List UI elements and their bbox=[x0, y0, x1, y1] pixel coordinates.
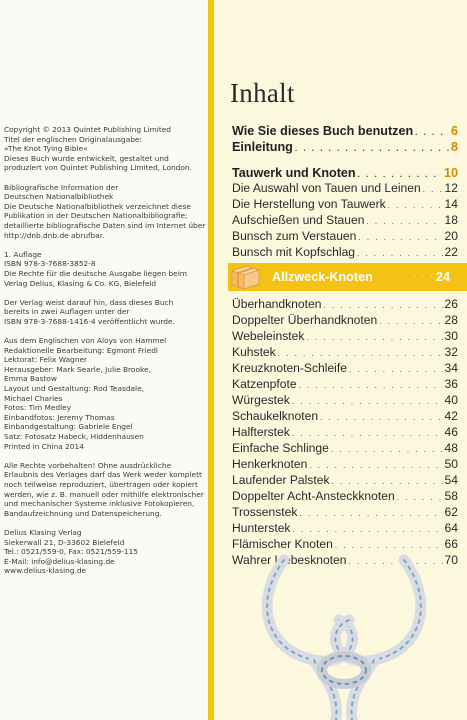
toc-leader bbox=[357, 249, 443, 258]
toc-leader bbox=[349, 365, 443, 374]
publisher-block bbox=[4, 528, 206, 576]
toc-leader bbox=[332, 477, 443, 486]
imprint-line: ISBN 978-3-7688-1416-4 veröffentlicht wurde. bbox=[4, 316, 175, 326]
toc-entry[interactable] bbox=[232, 313, 458, 327]
toc-leader bbox=[306, 333, 442, 342]
toc-entry-title: Kuhstek bbox=[232, 345, 276, 359]
toc-leader bbox=[295, 144, 449, 153]
toc-entry-page: 64 bbox=[444, 521, 458, 535]
imprint-line: bereits in zwei Auflagen unter der bbox=[4, 307, 130, 317]
toc-entry-page: 12 bbox=[444, 181, 458, 195]
imprint-line: detaillierte bibliografische Daten sind im Internet über bbox=[4, 220, 206, 230]
edition-block bbox=[4, 250, 206, 288]
toc-leader bbox=[299, 509, 442, 518]
toc-entry-title: Einleitung bbox=[232, 140, 293, 154]
page-title: Inhalt bbox=[230, 78, 295, 108]
imprint-line: Bandaufzeichnung und Datenspeicherung. bbox=[4, 508, 162, 518]
toc-entry-page: 46 bbox=[444, 425, 458, 439]
toc-entry-title: Laufender Palstek bbox=[232, 473, 330, 487]
package-box-icon bbox=[228, 262, 262, 292]
rope-knot-photo bbox=[244, 540, 444, 720]
imprint-line: produziert von Quintet Publishing Limited, London. bbox=[4, 163, 192, 173]
toc-entry[interactable] bbox=[232, 229, 458, 243]
imprint-line: Einbandgestaltung: Gabriele Engel bbox=[4, 422, 133, 432]
toc-entry[interactable] bbox=[232, 197, 458, 211]
toc-entry-page: 24 bbox=[436, 270, 451, 284]
toc-entry-title: Halfterstek bbox=[232, 425, 290, 439]
bibliography-block bbox=[4, 183, 206, 241]
imprint-page bbox=[0, 0, 208, 720]
copyright-block bbox=[4, 125, 206, 173]
toc-entry[interactable] bbox=[232, 124, 458, 138]
toc-entry-title: Wie Sie dieses Buch benutzen bbox=[232, 124, 414, 138]
imprint-line: Titel der englischen Originalausgabe: bbox=[4, 134, 142, 144]
imprint-text bbox=[4, 125, 206, 586]
imprint-line: Tel.: 0521/559-0, Fax: 0521/559-115 bbox=[4, 547, 139, 557]
imprint-line: 1. Auflage bbox=[4, 249, 42, 259]
toc-entry[interactable] bbox=[232, 140, 458, 154]
toc-entry[interactable] bbox=[232, 329, 458, 343]
toc-entry-page: 50 bbox=[444, 457, 458, 471]
toc-leader bbox=[388, 270, 432, 279]
toc-entry[interactable] bbox=[232, 521, 458, 535]
toc-leader bbox=[331, 445, 443, 454]
toc-entry-page: 32 bbox=[444, 345, 458, 359]
toc-entry-title: Bunsch zum Verstauen bbox=[232, 229, 357, 243]
toc-entry-page: 18 bbox=[444, 213, 458, 227]
toc-entry-title: Würgestek bbox=[232, 393, 290, 407]
toc-entry-title: Schaukelknoten bbox=[232, 409, 319, 423]
imprint-line: Einbandfotos: Jeremy Thomas bbox=[4, 412, 115, 422]
toc-entry-page: 30 bbox=[444, 329, 458, 343]
toc-entry[interactable] bbox=[232, 361, 458, 375]
toc-entry-page: 58 bbox=[444, 489, 458, 503]
imprint-line: Emma Bastow bbox=[4, 374, 57, 384]
imprint-line: Layout und Gestaltung: Rod Teasdale, bbox=[4, 384, 145, 394]
toc-leader bbox=[358, 170, 442, 179]
toc-leader bbox=[299, 381, 443, 390]
imprint-line: Alle Rechte vorbehalten! Ohne ausdrückliche bbox=[4, 460, 172, 470]
imprint-line: »The Knot Tying Bible« bbox=[4, 144, 88, 154]
imprint-line: Copyright © 2013 Quintet Publishing Limited bbox=[4, 125, 171, 134]
toc-entry-title: Webeleinstek bbox=[232, 329, 305, 343]
toc-entry-title: Wahrer Liebesknoten bbox=[232, 553, 347, 567]
toc-entry-page: 54 bbox=[444, 473, 458, 487]
imprint-line: Siekerwall 21, D-33602 Bielefeld bbox=[4, 537, 125, 547]
toc-leader bbox=[423, 185, 443, 194]
toc-entry-page: 36 bbox=[444, 377, 458, 391]
toc-leader bbox=[278, 349, 443, 358]
toc-leader bbox=[415, 128, 449, 137]
toc-leader bbox=[292, 429, 443, 438]
toc-entry[interactable] bbox=[232, 489, 458, 503]
toc-entry-title: Tauwerk und Knoten bbox=[232, 166, 356, 180]
toc-leader bbox=[388, 201, 443, 210]
imprint-line: Dieses Buch wurde entwickelt, gestaltet und bbox=[4, 153, 169, 163]
toc-entry-title: Hunterstek bbox=[232, 521, 291, 535]
imprint-line: Erlaubnis des Verlages darf das Werk weder komplett bbox=[4, 470, 202, 480]
imprint-line: www.delius-klasing.de bbox=[4, 566, 87, 576]
imprint-line: http://dnb.dnb.de abrufbar. bbox=[4, 230, 105, 240]
toc-entry-title: Die Herstellung von Tauwerk bbox=[232, 197, 386, 211]
toc-leader bbox=[292, 525, 442, 534]
imprint-line: Die Rechte für die deutsche Ausgabe liegen beim bbox=[4, 268, 187, 278]
toc-entry[interactable] bbox=[232, 213, 458, 227]
toc-entry-page: 62 bbox=[444, 505, 458, 519]
toc-entry-title: Flämischer Knoten bbox=[232, 537, 333, 551]
toc-entry-title: Katzenpfote bbox=[232, 377, 297, 391]
imprint-line: Die Deutsche Nationalbibliothek verzeichnet diese bbox=[4, 201, 191, 211]
toc-leader bbox=[397, 493, 443, 502]
toc-entry[interactable] bbox=[232, 297, 458, 311]
toc-entry-title: Überhandknoten bbox=[232, 297, 322, 311]
imprint-line: Satz: Fotosatz Habeck, Hiddenhausen bbox=[4, 432, 144, 441]
toc-section-heading[interactable] bbox=[232, 166, 458, 180]
toc-entry[interactable] bbox=[232, 425, 458, 439]
toc-leader bbox=[379, 317, 442, 326]
toc-entry-page: 10 bbox=[443, 166, 458, 180]
toc-leader bbox=[358, 233, 442, 242]
imprint-line: Fotos: Tim Medley bbox=[4, 403, 72, 413]
imprint-line: ISBN 978-3-7688-3852-8 bbox=[4, 259, 96, 269]
imprint-line: Deutschen Nationalbibliothek bbox=[4, 192, 114, 202]
toc-entry-page: 26 bbox=[444, 297, 458, 311]
imprint-line: Herausgeber: Mark Searle, Julie Brooke, bbox=[4, 364, 151, 374]
toc-entry-title: Doppelter Acht-Ansteckknoten bbox=[232, 489, 395, 503]
toc-entry-page: 22 bbox=[444, 245, 458, 259]
toc-entry[interactable] bbox=[232, 457, 458, 471]
toc-entry[interactable] bbox=[232, 377, 458, 391]
imprint-line: Redaktionelle Bearbeitung: Egmont Friedl bbox=[4, 345, 158, 355]
toc-entry-page: 8 bbox=[450, 140, 458, 154]
imprint-line: Bibliografische Information der bbox=[4, 182, 119, 192]
toc-entry-page: 40 bbox=[444, 393, 458, 407]
toc-entry-page: 28 bbox=[444, 313, 458, 327]
imprint-line: werden, wie z. B. manuell oder mithilfe elektronischer bbox=[4, 489, 204, 499]
imprint-line: Verlag Delius, Klasing & Co. KG, Bielefeld bbox=[4, 278, 157, 288]
section-band[interactable] bbox=[228, 263, 467, 291]
imprint-line: Delius Klasing Verlag bbox=[4, 527, 82, 537]
imprint-line: noch teilweise reproduziert, übertragen oder kopiert bbox=[4, 479, 198, 489]
toc-entry-title: Doppelter Überhandknoten bbox=[232, 313, 378, 327]
toc-section-heading: Allzweck-Knoten bbox=[272, 270, 373, 284]
rights-block bbox=[4, 461, 206, 519]
toc-entry[interactable] bbox=[232, 245, 458, 259]
imprint-line: Publikation in der Deutschen Nationalbibliografie; bbox=[4, 211, 188, 221]
toc-entry-page: 6 bbox=[450, 124, 458, 138]
toc-entry-page: 14 bbox=[444, 197, 458, 211]
imprint-line: Printed in China 2014 bbox=[4, 441, 84, 451]
toc-leader bbox=[309, 461, 442, 470]
toc-entry-page: 20 bbox=[444, 229, 458, 243]
toc-entry-page: 42 bbox=[444, 409, 458, 423]
prior-edition-block bbox=[4, 298, 206, 327]
toc-entry[interactable] bbox=[232, 345, 458, 359]
imprint-line: und mechanischer Systeme inklusive Fotokopieren, bbox=[4, 499, 195, 509]
toc-entry-title: Aufschießen und Stauen bbox=[232, 213, 365, 227]
toc-leader bbox=[292, 397, 443, 406]
toc-entry[interactable] bbox=[232, 393, 458, 407]
imprint-line: Der Verlag weist darauf hin, dass dieses Buch bbox=[4, 297, 174, 307]
toc-entry-page: 66 bbox=[444, 537, 458, 551]
toc-entry-title: Henkerknoten bbox=[232, 457, 308, 471]
toc-leader bbox=[366, 217, 442, 226]
imprint-line: Lektorat: Felix Wagner bbox=[4, 355, 88, 365]
toc-leader bbox=[320, 413, 442, 422]
credits-block bbox=[4, 336, 206, 451]
imprint-line: E-Mail: info@delius-klasing.de bbox=[4, 556, 115, 566]
contents-page bbox=[214, 0, 467, 720]
toc-entry[interactable] bbox=[232, 441, 458, 455]
toc-entry-title: Die Auswahl von Tauen und Leinen bbox=[232, 181, 421, 195]
imprint-line: Aus dem Englischen von Aloys von Hammel bbox=[4, 336, 167, 346]
toc-entry[interactable] bbox=[232, 473, 458, 487]
toc-entry-page: 70 bbox=[444, 553, 458, 567]
toc-entry-title: Trossenstek bbox=[232, 505, 298, 519]
imprint-line: Michael Charles bbox=[4, 393, 63, 403]
toc-entry[interactable] bbox=[232, 181, 458, 195]
toc-entry[interactable] bbox=[232, 409, 458, 423]
toc-leader bbox=[323, 301, 442, 310]
toc-entry-title: Einfache Schlinge bbox=[232, 441, 329, 455]
toc-entry-title: Bunsch mit Kopfschlag bbox=[232, 245, 356, 259]
toc-entry-page: 48 bbox=[444, 441, 458, 455]
toc-entry[interactable] bbox=[232, 505, 458, 519]
toc-entry-title: Kreuzknoten-Schleife bbox=[232, 361, 347, 375]
toc-entry-page: 34 bbox=[444, 361, 458, 375]
